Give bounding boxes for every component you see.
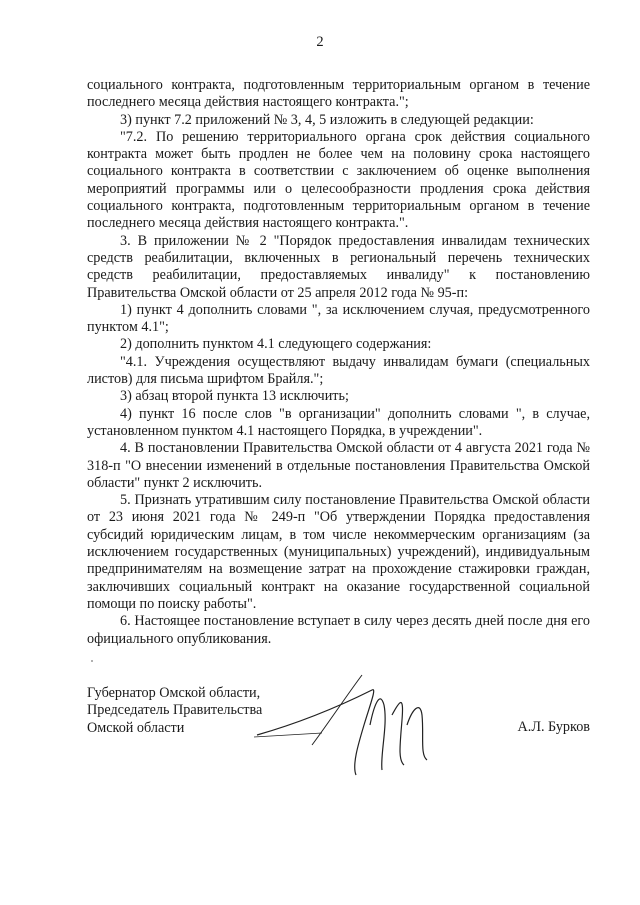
signer-name: А.Л. Бурков bbox=[517, 719, 590, 735]
paragraph: 3) абзац второй пункта 13 исключить; bbox=[120, 388, 349, 405]
signature-block bbox=[87, 685, 590, 795]
paragraph: социального контракта, подготовленным территориальным органом в течение последнего месяца действия настоящего контракта."; bbox=[87, 77, 590, 111]
paragraph: 1) пункт 4 дополнить словами ", за исключением случая, предусмотренного пунктом 4.1"; bbox=[87, 301, 590, 336]
handwritten-signature bbox=[252, 665, 452, 790]
signer-title: Губернатор Омской области, Председатель Правительства Омской области bbox=[87, 685, 263, 736]
paragraph: 6. Настоящее постановление вступает в силу через десять дней после дня его официального опубликования. bbox=[87, 613, 590, 647]
paragraph: 3. В приложении № 2 "Порядок предоставления инвалидам технических средств реабилитации, включенных в региональный перечень технических средств реабилитации, предоставляемых инвалиду" к постановлению Правительства Омской области от 25 апреля 2012 года № 95-п: bbox=[87, 232, 590, 301]
paragraph: "4.1. Учреждения осуществляют выдачу инвалидам бумаги (специальных листов) для письма шрифтом Брайля."; bbox=[87, 353, 590, 388]
paragraph: 3) пункт 7.2 приложений № 3, 4, 5 изложить в следующей редакции: bbox=[120, 111, 534, 128]
paragraph: 2) дополнить пунктом 4.1 следующего содержания: bbox=[120, 336, 432, 353]
paragraph: 4) пункт 16 после слов "в организации" дополнить словами ", в случае, установленном пунктом 4.1 настоящего Порядка, в учреждении". bbox=[87, 405, 590, 439]
paragraph: "7.2. По решению территориального органа срок действия социального контракта может быть продлен не более чем на половину срока настоящего социального контракта в соответствии с заключением об оценке выполнения мероприятий программы или о целесообразности продления срока действия социального контракта, подготовленным территориальным органом в течение последнего месяца действия настоящего контракта.". bbox=[87, 128, 590, 232]
paragraph: 4. В постановлении Правительства Омской области от 4 августа 2021 года № 318-п "О внесении изменений в отдельные постановления Правительства Омской области" пункт 2 исключить. bbox=[87, 440, 590, 491]
scan-speck bbox=[91, 660, 93, 662]
document-body bbox=[87, 77, 590, 648]
paragraph: 5. Признать утратившим силу постановление Правительства Омской области от 23 июня 2021 года № 249-п "Об утверждении Порядка предоставления субсидий юридическим лицам, в том числе некоммерческим организациям (за исключением государственных (муниципальных) учреждений), индивидуальным предпринимателям на возмещение затрат на прохождение стажировки граждан, заключивших социальный контракт на оказание государственной социальной помощи по поиску работы". bbox=[87, 492, 590, 612]
page-number: 2 bbox=[316, 34, 324, 50]
